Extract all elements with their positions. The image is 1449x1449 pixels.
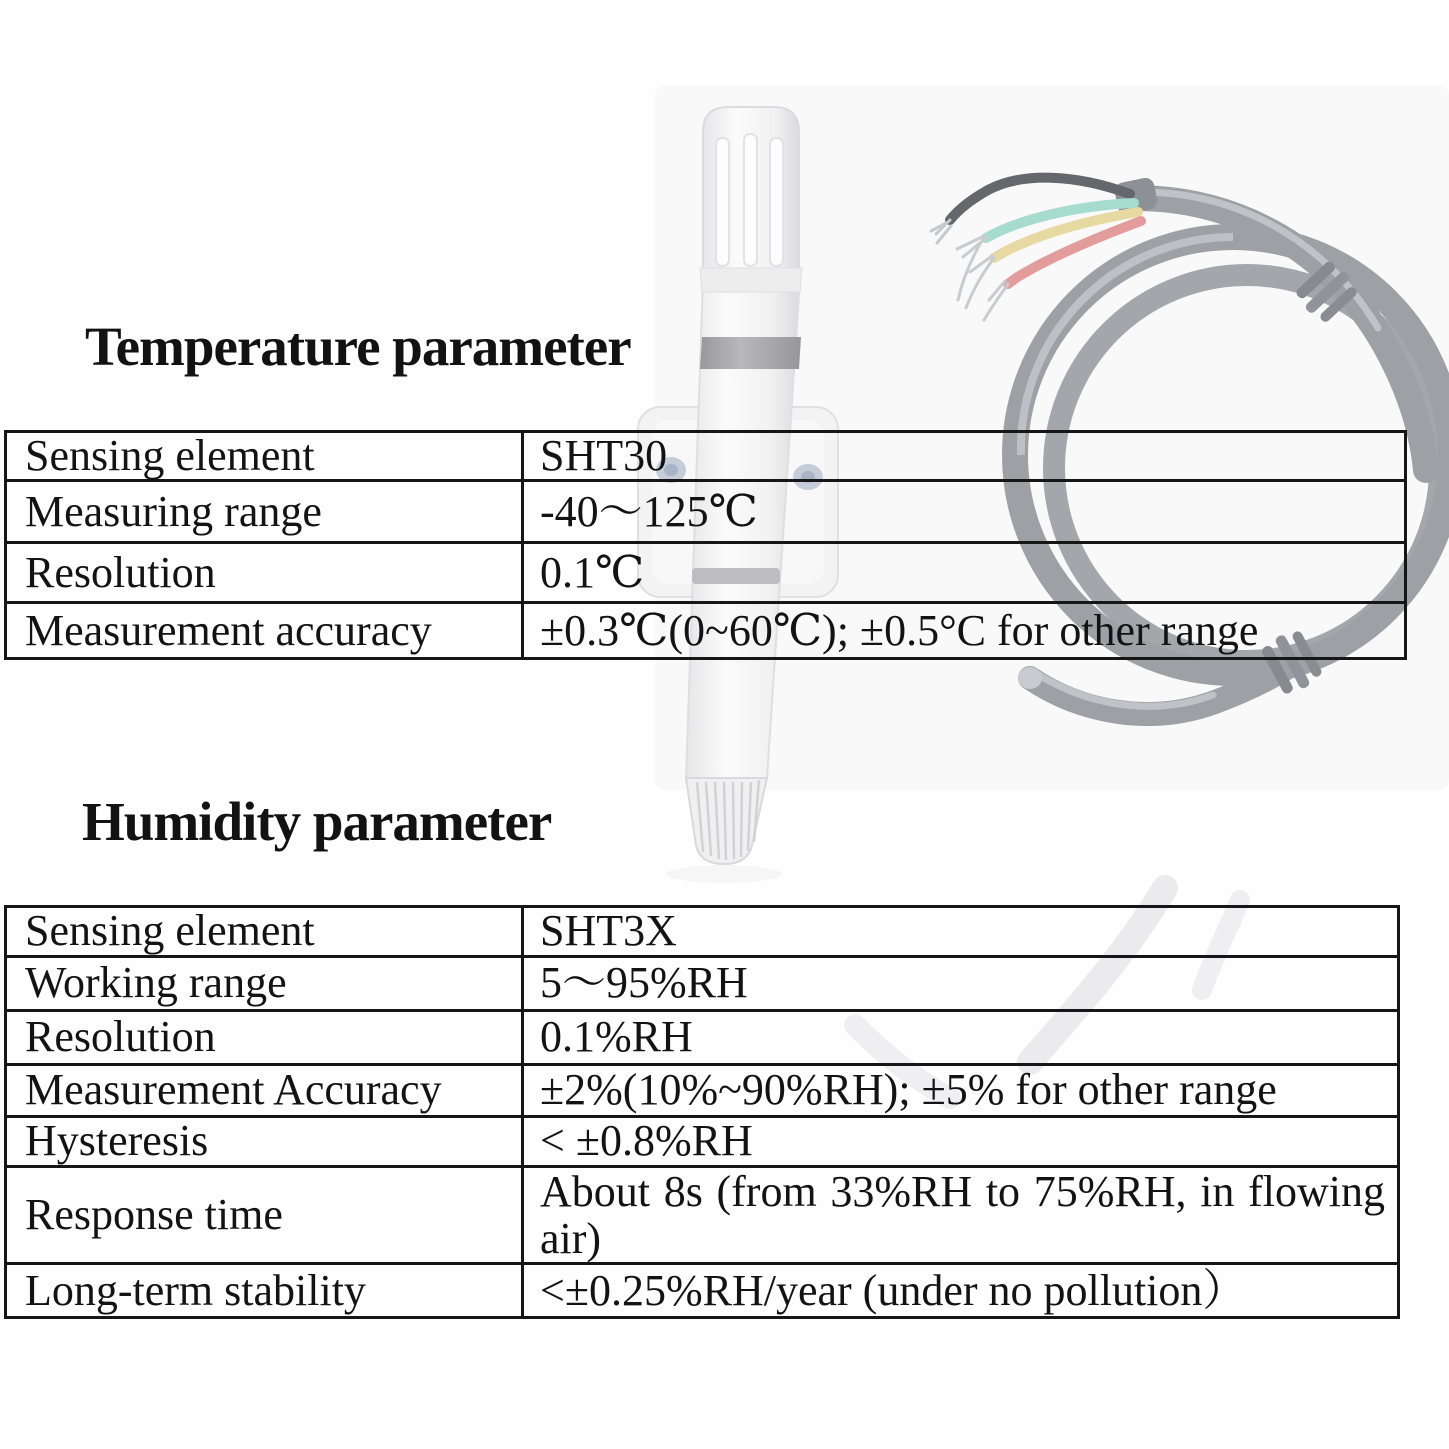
spec-label-cell: Measurement Accuracy (6, 1065, 523, 1117)
spec-value-cell: < ±0.8%RH (523, 1117, 1399, 1167)
spec-label-cell: Response time (6, 1167, 523, 1264)
table-row (6, 1117, 1399, 1167)
spec-value-cell: ±0.3℃(0~60℃); ±0.5°C for other range (523, 603, 1406, 659)
spec-value-cell: -40～125℃ (523, 481, 1406, 543)
spec-label-cell: Resolution (6, 1011, 523, 1065)
spec-value-cell: 0.1℃ (523, 543, 1406, 603)
spec-value-cell: 0.1%RH (523, 1011, 1399, 1065)
spec-label-cell: Sensing element (6, 907, 523, 957)
table-row (6, 603, 1406, 659)
humidity-section-title: Humidity parameter (82, 791, 552, 852)
spec-value-cell: <±0.25%RH/year (under no pollution） (523, 1264, 1399, 1318)
probe-tip (666, 778, 782, 883)
spec-value-cell: SHT30 (523, 432, 1406, 481)
spec-value-cell: About 8s (from 33%RH to 75%RH, in flowing air) (523, 1167, 1399, 1264)
table-row (6, 481, 1406, 543)
probe-collar (700, 268, 802, 292)
table-row (6, 543, 1406, 603)
probe-cap (700, 107, 802, 292)
spec-label-cell: Working range (6, 957, 523, 1011)
spec-label-cell: Long-term stability (6, 1264, 523, 1318)
table-row (6, 432, 1406, 481)
temperature-section-title: Temperature parameter (85, 316, 631, 377)
table-row (6, 1264, 1399, 1318)
spec-value-cell: SHT3X (523, 907, 1399, 957)
spec-label-cell: Sensing element (6, 432, 523, 481)
spec-value-cell: 5～95%RH (523, 957, 1399, 1011)
table-row (6, 907, 1399, 957)
spec-label-cell: Measuring range (6, 481, 523, 543)
spec-label-cell: Hysteresis (6, 1117, 523, 1167)
table-row (6, 1011, 1399, 1065)
cable-cut-end (1018, 667, 1042, 689)
table-row (6, 1065, 1399, 1117)
probe-band (700, 337, 801, 369)
spec-value-cell: ±2%(10%~90%RH); ±5% for other range (523, 1065, 1399, 1117)
temperature-spec-table (4, 430, 1407, 660)
table-row (6, 1167, 1399, 1264)
spec-label-cell: Measurement accuracy (6, 603, 523, 659)
table-row (6, 957, 1399, 1011)
humidity-spec-table (4, 905, 1400, 1319)
spec-label-cell: Resolution (6, 543, 523, 603)
